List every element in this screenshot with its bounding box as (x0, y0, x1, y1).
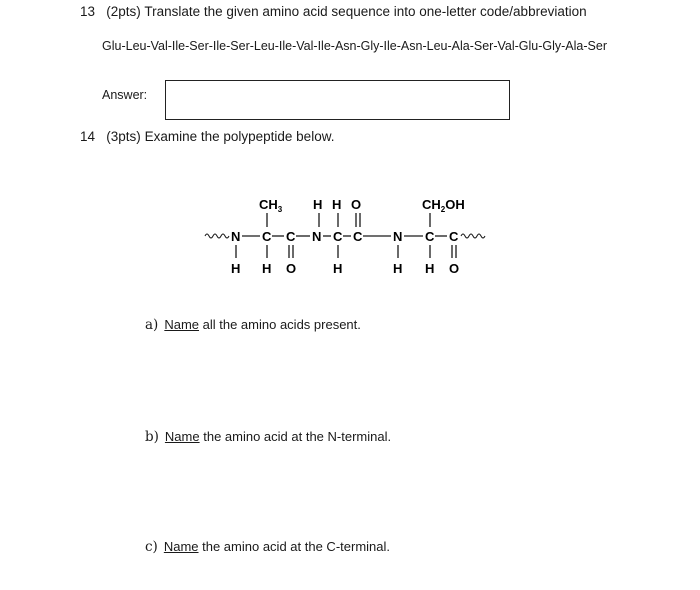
q14-points: (3pts) (106, 129, 141, 144)
answer-label: Answer: (102, 88, 148, 102)
part-a-text: all the amino acids present. (199, 317, 361, 332)
part-b-text: the amino acid at the N-terminal. (199, 429, 392, 444)
q14-part-c (145, 539, 390, 555)
wave-right (461, 234, 485, 238)
part-c-letter: c) (145, 539, 158, 555)
backbone-c4: C (353, 229, 363, 244)
q13-heading (80, 4, 587, 19)
q14-prompt: Examine the polypeptide below. (144, 129, 335, 144)
q14-heading (80, 129, 334, 144)
part-c-keyword: Name (163, 539, 199, 554)
top-group-h2: H (332, 197, 342, 212)
part-b-letter: b) (145, 429, 159, 445)
bottom-group-o1: O (286, 261, 297, 276)
q14-part-a (145, 317, 361, 333)
top-group-o: O (351, 197, 362, 212)
part-b-keyword: Name (164, 429, 200, 444)
top-group-ch3: $CH_3$ (259, 197, 283, 214)
q13-prompt: Translate the given amino acid sequence into one-letter code/abbreviation (144, 4, 587, 19)
q14-number: 14 (80, 129, 96, 144)
bottom-group-o2: O (449, 261, 460, 276)
backbone-c2: C (286, 229, 296, 244)
bottom-group-h3: H (333, 261, 343, 276)
wave-left (205, 234, 229, 238)
q13-number: 13 (80, 4, 96, 19)
backbone-c6: C (449, 229, 459, 244)
q14-part-b (145, 429, 391, 445)
part-c-text: the amino acid at the C-terminal. (198, 539, 390, 554)
top-group-h1: H (313, 197, 323, 212)
backbone-n3: N (393, 229, 403, 244)
q13-points: (2pts) (106, 4, 141, 19)
bottom-group-h2: H (262, 261, 272, 276)
part-a-letter: a) (145, 317, 159, 333)
bottom-group-h1: H (231, 261, 241, 276)
bottom-group-h4: H (393, 261, 403, 276)
answer-box[interactable] (165, 80, 510, 120)
part-a-keyword: Name (164, 317, 200, 332)
polypeptide-structure (195, 190, 505, 290)
bottom-group-h5: H (425, 261, 435, 276)
q13-sequence: Glu-Leu-Val-Ile-Ser-Ile-Ser-Leu-Ile-Val-Ile-Asn-Gly-Ile-Asn-Leu-Ala-Ser-Val-Glu-Gly-Ala-Ser (102, 39, 607, 53)
backbone-n2: N (312, 229, 322, 244)
backbone-c1: C (262, 229, 272, 244)
top-group-ch2oh: $CH_2OH$ (422, 197, 465, 214)
backbone-c5: C (425, 229, 435, 244)
backbone-n1: N (231, 229, 241, 244)
backbone-c3: C (333, 229, 343, 244)
